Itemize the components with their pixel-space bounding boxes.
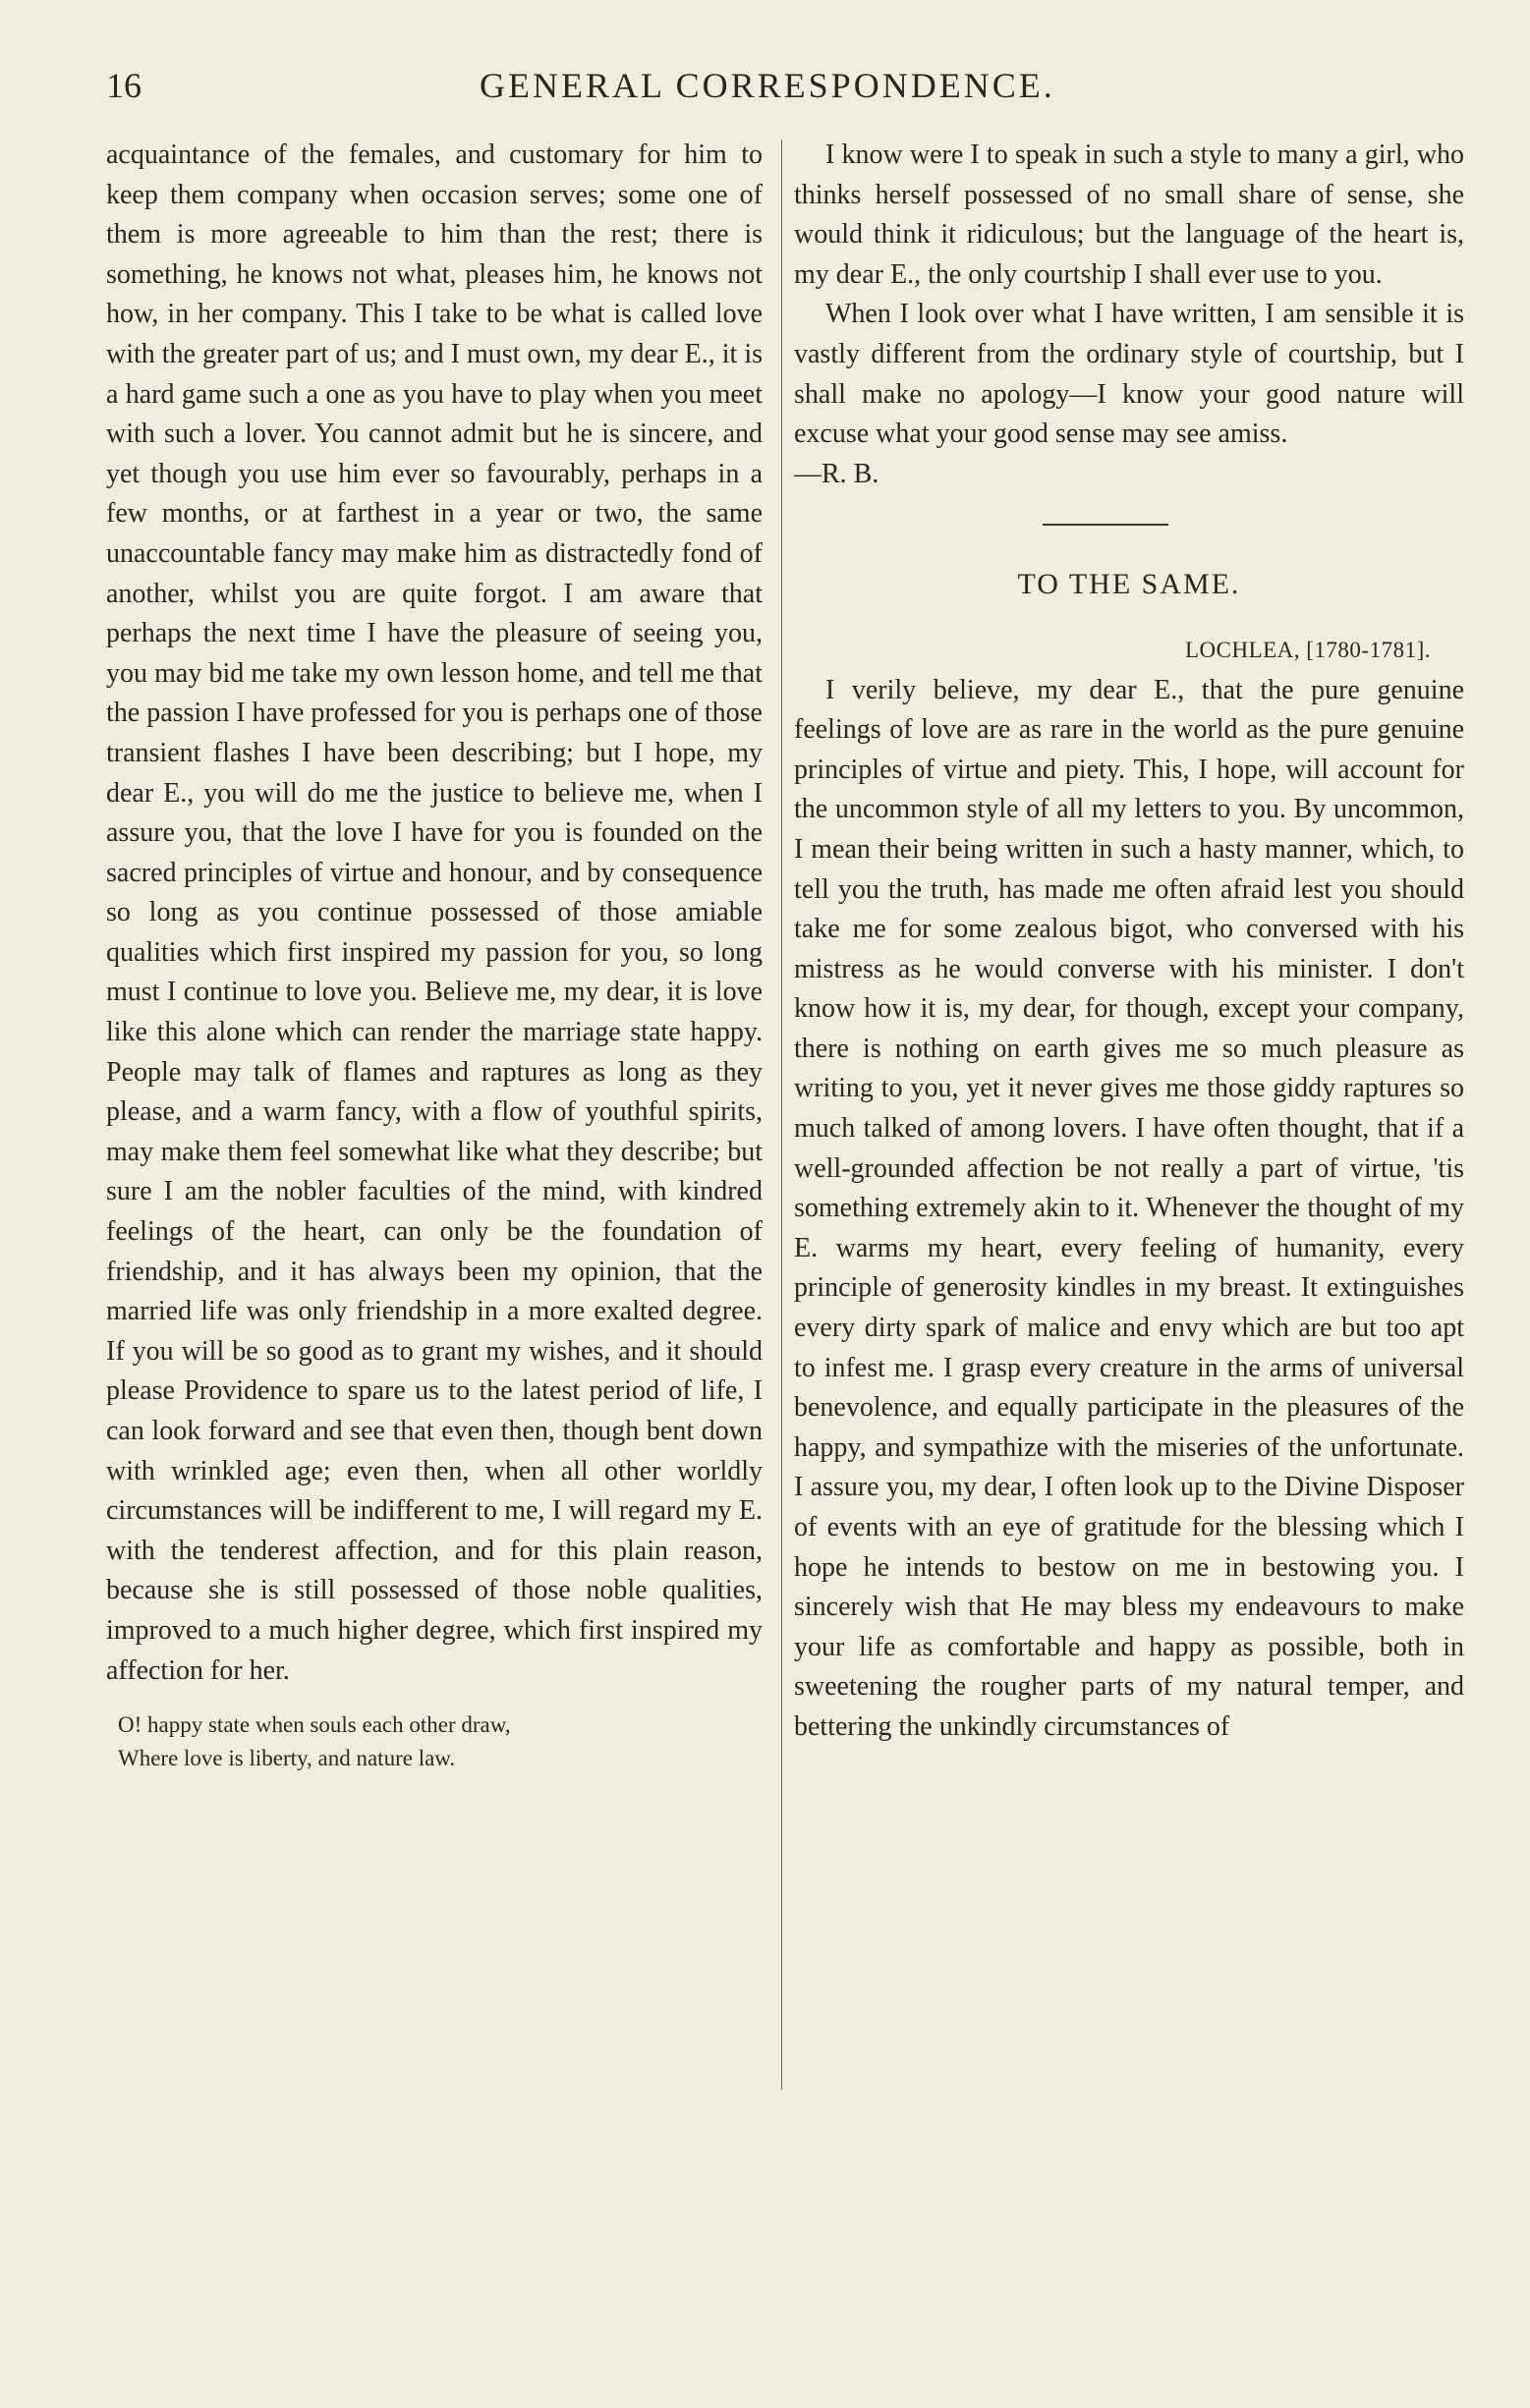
page-number: 16 <box>106 66 142 105</box>
right-paragraph-1: I know were I to speak in such a style to many a girl, who thinks herself possessed of no small share of sense, she would think it ridiculous; but the language of the heart is, my dear E., the only courtship I shall ever use to you. <box>794 140 1464 290</box>
verse-couplet <box>106 1708 763 1775</box>
page-header <box>106 65 1472 114</box>
right-column <box>794 136 1464 1748</box>
section-title: TO THE SAME. <box>1017 568 1241 601</box>
left-paragraph: acquaintance of the females, and customary for him to keep them company when occasion serves; some one of them is more agreeable to him than the rest; there is something, he knows not what, pleases him, he knows not how, in her company. This I take to be what is called love with the greater part of us; and I must own, my dear E., it is a hard game such a one as you have to play when you meet with such a lover. You cannot admit but he is sincere, and yet though you use him ever so favourably, perhaps in a few months, or at farthest in a year or two, the same unaccountable fancy may make him as distractedly fond of another, whilst you are quite forgot. I am aware that perhaps the next time I have the pleasure of seeing you, you may bid me take my own lesson home, and tell me that the passion I have professed for you is perhaps one of those transient flashes I have been describing; but I hope, my dear E., you will do me the justice to believe me, when I assure you, that the love I have for you is founded on the sacred principles of virtue and honour, and by consequence so long as you continue possessed of those amiable qualities which first inspired my passion for you, so long must I continue to love you. Believe me, my dear, it is love like this alone which can render the marriage state happy. People may talk of flames and raptures as long as they please, and a warm fancy, with a flow of youthful spirits, may make them feel somewhat like what they describe; but sure I am the nobler faculties of the mind, with kindred feelings of the heart, can only be the foundation of friendship, and it has always been my opinion, that the married life was only friendship in a more exalted degree. If you will be so good as to grant my wishes, and it should please Providence to spare us to the latest period of life, I can look forward and see that even then, though bent down with wrinkled age; even then, when all other worldly circumstances will be indifferent to me, I will regard my E. with the tenderest affection, and for this plain reason, because she is still possessed of those noble qualities, improved to a much higher degree, which first inspired my affection for her. <box>106 140 763 1686</box>
running-title: GENERAL CORRESPONDENCE. <box>480 66 1055 105</box>
signature: —R. B. <box>794 458 879 489</box>
verse-line-1: O! happy state when souls each other draw, <box>118 1712 511 1738</box>
column-rule <box>781 140 782 2090</box>
right-paragraph-3: I verily believe, my dear E., that the pure genuine feelings of love are as rare in the world as the pure genuine principles of virtue and piety. This, I hope, will account for the uncommon style of all my letters to you. By uncommon, I mean their being written in such a hasty manner, which, to tell you the truth, has made me often afraid lest you should take me for some zealous bigot, who conversed with his mistress as he would converse with his minister. I don't know how it is, my dear, for though, except your company, there is nothing on earth gives me so much pleasure as writing to you, yet it never gives me those giddy raptures so much talked of among lovers. I have often thought, that if a well-grounded affection be not really a part of virtue, 'tis something extremely akin to it. Whenever the thought of my E. warms my heart, every feeling of humanity, every principle of generosity kindles in my breast. It extinguishes every dirty spark of malice and envy which are but too apt to infest me. I grasp every creature in the arms of universal benevolence, and equally participate in the pleasures of the happy, and sympathize with the miseries of the unfortunate. I assure you, my dear, I often look up to the Divine Disposer of events with an eye of gratitude for the blessing which I hope he intends to bestow on me in bestowing you. I sincerely wish that He may bless my endeavours to make your life as comfortable and happy as possible, both in sweetening the rougher parts of my natural temper, and bettering the unkindly circumstances of <box>794 674 1464 1742</box>
verse-line-2: Where love is liberty, and nature law. <box>118 1746 456 1771</box>
section-divider <box>1043 524 1168 526</box>
dateline: LOCHLEA, [1780-1781]. <box>1184 637 1431 662</box>
right-paragraph-2: When I look over what I have written, I am sensible it is vastly different from the ordinary style of courtship, but I shall make no apology—I know your good nature will excuse what your good sense may see amiss. <box>794 299 1464 450</box>
left-column <box>106 136 763 1775</box>
